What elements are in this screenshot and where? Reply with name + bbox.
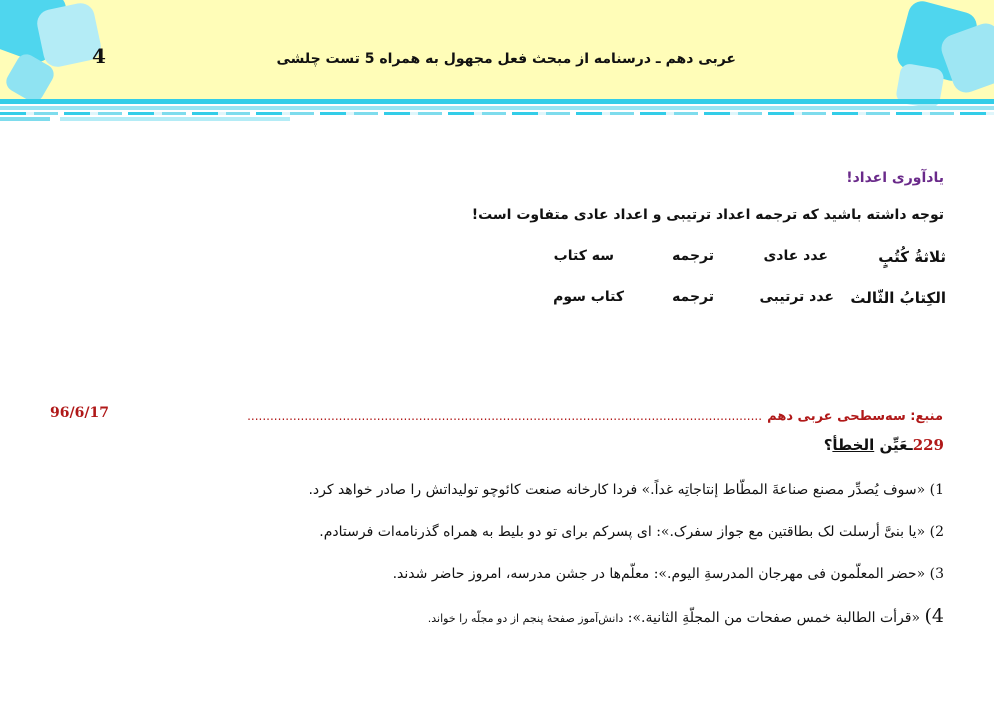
question-stem	[824, 436, 944, 454]
example-translation-label: ترجمه	[672, 248, 714, 264]
option-persian: ای پسرکم برای تو دو بلیط به همراه گذرنامه‌ات فرستادم.	[319, 524, 652, 540]
section-heading: یادآوری اعداد!	[846, 170, 944, 186]
page-title: عربی دهم ـ درسنامه از مبحث فعل مجهول به همراه 5 تست چلشی	[276, 51, 736, 67]
header-stripe	[0, 117, 50, 121]
header-stripe	[60, 117, 290, 121]
option-arabic: «حضر المعلّمون فی مهرجان المدرسةِ الیوم.»:	[653, 566, 926, 582]
option-arabic: «یا بنیَّ أرسلت لک بطاقتین مع جواز سفرک.»:	[656, 524, 926, 540]
option-persian: دانش‌آموز صفحهٔ پنجم از دو مجلّه را خواند.	[427, 612, 624, 625]
answer-option[interactable]	[393, 566, 944, 582]
answer-option[interactable]	[428, 605, 944, 627]
option-arabic: «قرأت الطالبة خمس صفحات من المجلّةِ الثانیة.»:	[627, 610, 921, 626]
example-translation: کتاب سوم	[553, 289, 624, 305]
header-band	[0, 0, 994, 100]
dotted-leader: .......................................................................................................................................	[247, 409, 763, 423]
example-arabic: ثلاثةُ کُتُبٍ	[878, 248, 946, 266]
option-number: 2)	[929, 524, 944, 540]
question-error-word: الخطأ	[832, 436, 875, 454]
example-translation: سه کتاب	[553, 248, 614, 264]
option-number: 1)	[929, 482, 944, 498]
option-number: 4)	[924, 605, 944, 627]
option-arabic: «سوف یُصدِّر مصنع صناعةَ المطّاط إنتاجاتِه غداً.»	[641, 482, 926, 498]
example-kind: عدد عادی	[763, 248, 828, 264]
question-suffix: ؟	[823, 436, 833, 454]
header-stripe	[0, 112, 994, 115]
example-arabic: الکِتابُ الثّالث	[850, 289, 946, 307]
question-number: 229	[912, 436, 944, 454]
header-stripe	[0, 106, 994, 110]
source-line	[50, 405, 943, 427]
answer-option[interactable]	[308, 482, 944, 498]
page-number: 4	[92, 44, 106, 68]
question-prefix: ـعَیِّن	[879, 436, 913, 454]
section-note: توجه داشته باشید که ترجمه اعداد ترتیبی و اعداد عادی متفاوت است!	[471, 207, 944, 223]
option-number: 3)	[929, 566, 944, 582]
source-date: 96/6/17	[50, 405, 109, 421]
option-persian: فردا کارخانه صنعت کائوچو تولیداتش را صادر خواهد کرد.	[308, 482, 638, 498]
option-persian: معلّم‌ها در جشن مدرسه، امروز حاضر شدند.	[392, 566, 650, 582]
answer-option[interactable]	[319, 524, 944, 540]
source-label: منبع: سه‌سطحی عربی دهم	[767, 409, 943, 424]
header-stripe	[0, 99, 994, 104]
example-kind: عدد ترتیبی	[759, 289, 834, 305]
example-translation-label: ترجمه	[672, 289, 714, 305]
